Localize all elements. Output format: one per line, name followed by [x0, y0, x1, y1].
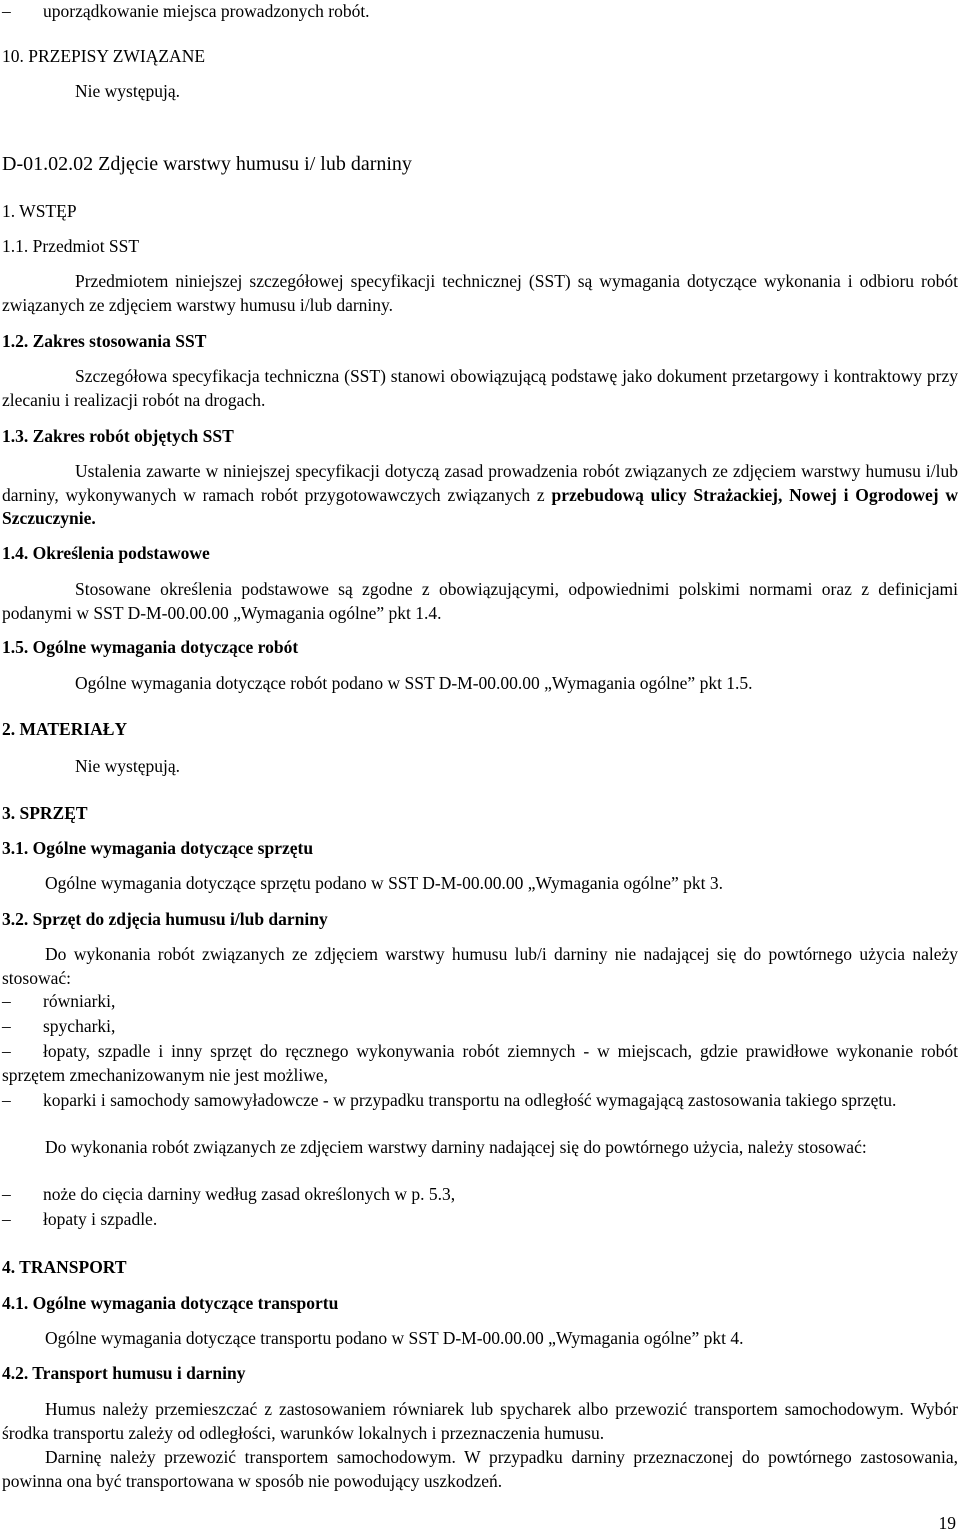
- section-1-1-heading: 1.1. Przedmiot SST: [2, 236, 140, 256]
- section-3-2-heading: 3.2. Sprzęt do zdjęcia humusu i/lub darniny: [2, 909, 328, 929]
- list-item: – równiarki,: [2, 990, 958, 1014]
- page-number: 19: [938, 1513, 956, 1533]
- section-4-2-text-2: Darninę należy przewozić transportem samochodowym. W przypadku darniny przeznaczonej do powtórnego zastosowania, powinna ona być transportowana w sposób nie powodujący uszkodzeń.: [2, 1447, 958, 1491]
- section-2-heading: 2. MATERIAŁY: [2, 719, 128, 739]
- section-4-heading: 4. TRANSPORT: [2, 1257, 127, 1277]
- section-1-4-heading: 1.4. Określenia podstawowe: [2, 543, 210, 563]
- dash-marker: –: [2, 1209, 11, 1229]
- section-4-1-heading: 4.1. Ogólne wymagania dotyczące transportu: [2, 1293, 339, 1313]
- section-1-3-heading: 1.3. Zakres robót objętych SST: [2, 426, 234, 446]
- dash-marker: –: [2, 1090, 11, 1110]
- dash-marker: –: [2, 1041, 11, 1061]
- section-1-5-text: Ogólne wymagania dotyczące robót podano w SST D-M-00.00.00 „Wymagania ogólne” pkt 1.5.: [75, 673, 753, 693]
- section-3-2-text-1: Do wykonania robót związanych ze zdjęciem warstwy humusu lub/i darniny nie nadającej się do powtórnego użycia należy stosować:: [2, 944, 958, 988]
- section-3-heading: 3. SPRZĘT: [2, 803, 88, 823]
- section-1-2-text: Szczegółowa specyfikacja techniczna (SST) stanowi obowiązującą podstawę jako dokument przetargowy i kontraktowy przy zlecaniu i realizacji robót na drogach.: [2, 366, 958, 410]
- list-item: – noże do cięcia darniny według zasad określonych w p. 5.3,: [2, 1183, 958, 1207]
- section-4-1-text: Ogólne wymagania dotyczące transportu podano w SST D-M-00.00.00 „Wymagania ogólne” pkt 4.: [45, 1328, 744, 1348]
- section-10-heading: 10. PRZEPISY ZWIĄZANE: [2, 46, 206, 66]
- section-4-2-heading: 4.2. Transport humusu i darniny: [2, 1363, 246, 1383]
- list-item: – koparki i samochody samowyładowcze - w przypadku transportu na odległość wymagającą zastosowania takiego sprzętu.: [2, 1089, 958, 1113]
- section-1-2-heading: 1.2. Zakres stosowania SST: [2, 331, 207, 351]
- section-10-text: Nie występują.: [75, 81, 180, 101]
- document-title: D-01.02.02 Zdjęcie warstwy humusu i/ lub darniny: [2, 153, 412, 175]
- section-1-5-heading: 1.5. Ogólne wymagania dotyczące robót: [2, 637, 299, 657]
- list-item: – uporządkowanie miejsca prowadzonych robót.: [2, 0, 958, 24]
- section-1-1-text: Przedmiotem niniejszej szczegółowej specyfikacji technicznej (SST) są wymagania dotyczące wykonania i odbioru robót związanych ze zdjęciem warstwy humusu i/lub darniny.: [2, 271, 958, 315]
- section-4-2-text-1: Humus należy przemieszczać z zastosowaniem równiarek lub spycharek albo przewozić transportem samochodowym. Wybór środka transportu zależy od odległości, warunków lokalnych i przeznaczenia humusu.: [2, 1399, 958, 1443]
- dash-marker: –: [2, 1184, 11, 1204]
- list-item: – łopaty, szpadle i inny sprzęt do ręcznego wykonywania robót ziemnych - w miejscach, gdzie prawidłowe wykonanie robót sprzętem zmechanizowanym nie jest możliwe,: [2, 1041, 958, 1085]
- list-item: – spycharki,: [2, 1015, 958, 1039]
- dash-marker: –: [2, 991, 11, 1011]
- section-2-text: Nie występują.: [75, 756, 180, 776]
- section-1-heading: 1. WSTĘP: [2, 201, 77, 221]
- section-3-1-text: Ogólne wymagania dotyczące sprzętu podano w SST D-M-00.00.00 „Wymagania ogólne” pkt 3.: [45, 873, 724, 893]
- section-1-3-text: Ustalenia zawarte w niniejszej specyfikacji dotyczą zasad prowadzenia robót związanych ze zdjęciem warstwy humusu i/lub darniny, wykonywanych w ramach robót przygotowawczych związanych z przebudową ulicy Strażackiej, Nowej i Ogrodowej w Szczuczynie.: [2, 461, 959, 528]
- list-item: – łopaty i szpadle.: [2, 1208, 958, 1232]
- section-1-4-text: Stosowane określenia podstawowe są zgodne z obowiązującymi, odpowiednimi polskimi normami oraz z definicjami podanymi w SST D-M-00.00.00 „Wymagania ogólne” pkt 1.4.: [2, 579, 958, 623]
- section-3-1-heading: 3.1. Ogólne wymagania dotyczące sprzętu: [2, 838, 314, 858]
- dash-marker: –: [2, 1, 11, 21]
- dash-marker: –: [2, 1016, 11, 1036]
- section-3-2-text-2: Do wykonania robót związanych ze zdjęciem warstwy darniny nadającej się do powtórnego użycia, należy stosować:: [45, 1137, 867, 1157]
- project-name: przebudową ulicy Strażackiej, Nowej i Ogrodowej w Szczuczynie.: [2, 484, 959, 528]
